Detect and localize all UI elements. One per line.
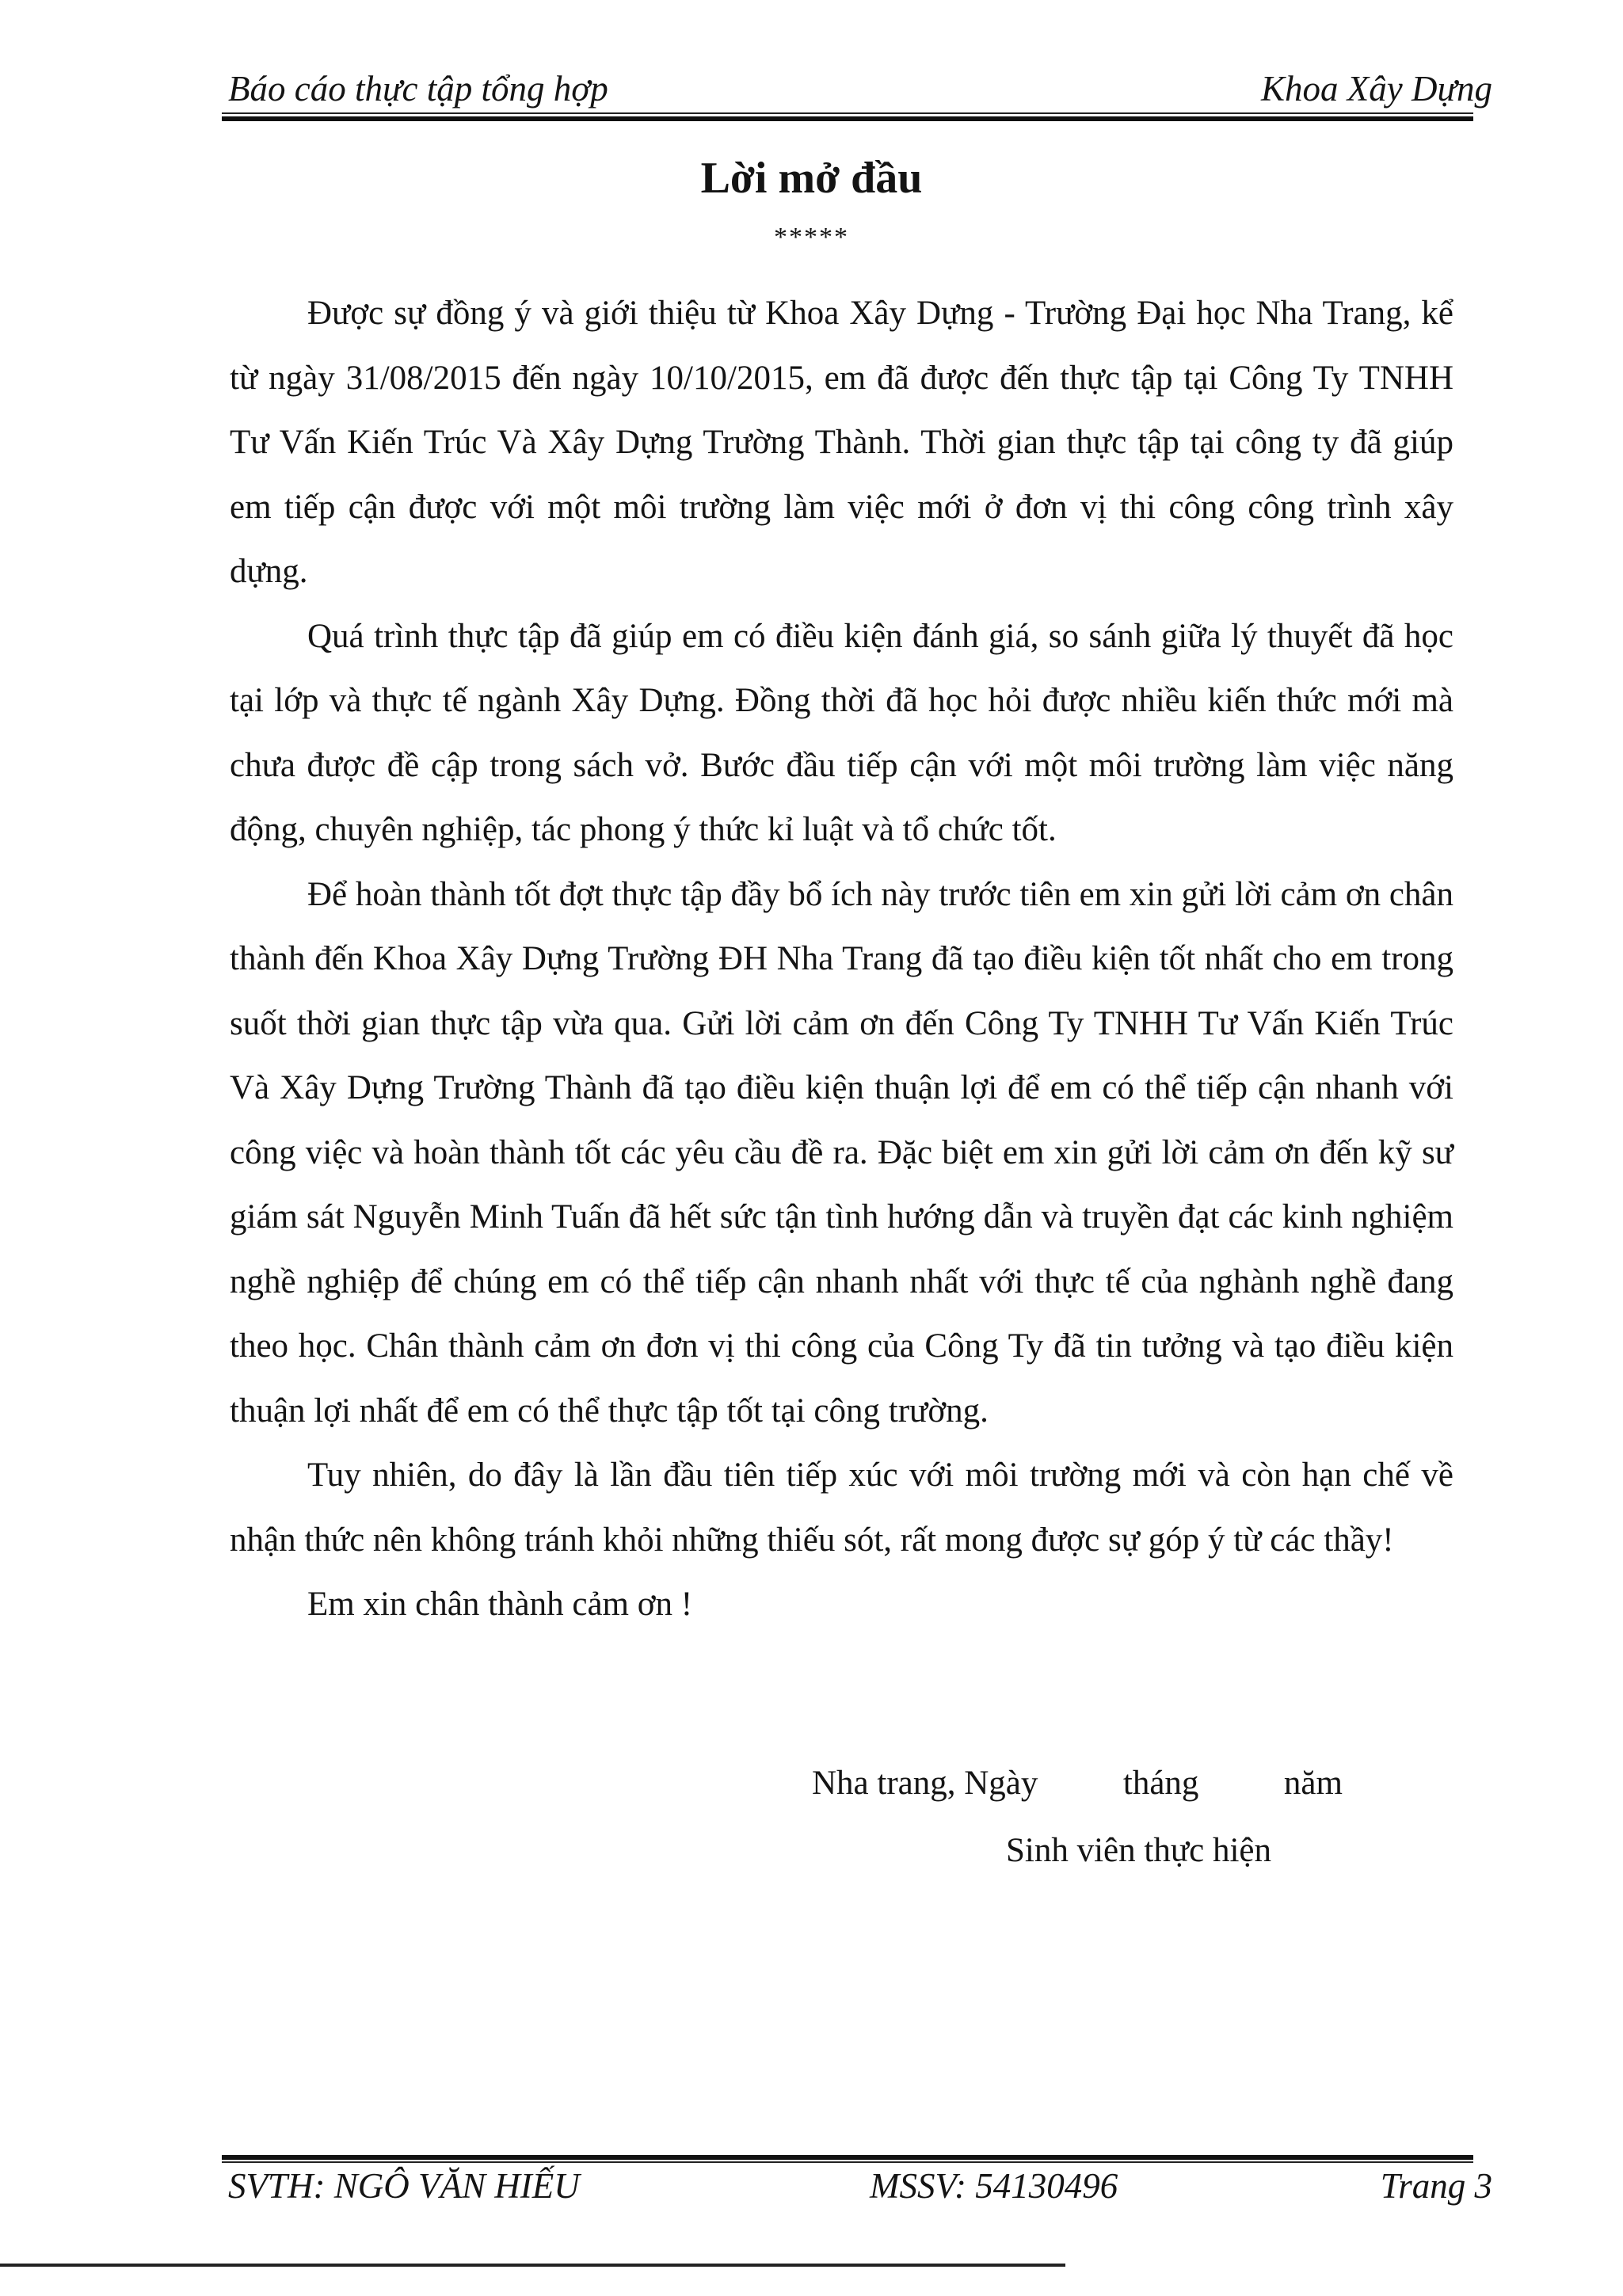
scan-edge-line: [0, 2264, 1065, 2267]
title-ornament: *****: [774, 223, 849, 252]
paragraph-limitations: Tuy nhiên, do đây là lần đầu tiên tiếp xúc với môi trường mới và còn hạn chế về nhận thức nên không tránh khỏi những thiếu sót, rất mong được sự góp ý từ các thầy!: [230, 1456, 1453, 1559]
header-rule-thick: [222, 116, 1473, 121]
footer-page-number: Trang 3: [1380, 2166, 1492, 2206]
paragraph-closing: Em xin chân thành cảm ơn !: [307, 1586, 693, 1623]
header-rule-thin: [222, 112, 1473, 114]
paragraph-intro: Được sự đồng ý và giới thiệu từ Khoa Xây Dựng - Trường Đại học Nha Trang, kể từ ngày 31/08/2015 đến ngày 10/10/2015, em đã được đến thực tập tại Công Ty TNHH Tư Vấn Kiến Trúc Và Xây Dựng Trường Thành. Thời gian thực tập tại công ty đã giúp em tiếp cận được với một môi trường làm việc mới ở đơn vị thi công công trình xây dựng.: [230, 295, 1453, 590]
footer-rule-thick: [222, 2155, 1473, 2160]
signature-date-line: Nha trang, Ngày tháng năm: [812, 1765, 1343, 1802]
page-footer: [228, 2162, 1492, 2210]
footer-student-name: SVTH: NGÔ VĂN HIẾU: [228, 2166, 580, 2206]
body-text: [230, 281, 1453, 1637]
header-department: Khoa Xây Dựng: [1260, 69, 1492, 109]
signature-signer: Sinh viên thực hiện: [1006, 1832, 1272, 1869]
header-report-title: Báo cáo thực tập tổng hợp: [228, 69, 608, 109]
page-title: Lời mở đầu: [700, 154, 923, 203]
paragraph-thanks: Để hoàn thành tốt đợt thực tập đầy bổ ích này trước tiên em xin gửi lời cảm ơn chân thành đến Khoa Xây Dựng Trường ĐH Nha Trang đã tạo điều kiện tốt nhất cho em trong suốt thời gian thực tập vừa qua. Gửi lời cảm ơn đến Công Ty TNHH Tư Vấn Kiến Trúc Và Xây Dựng Trường Thành đã tạo điều kiện thuận lợi để em có thể tiếp cận nhanh với công việc và hoàn thành tốt các yêu cầu đề ra. Đặc biệt em xin gửi lời cảm ơn đến kỹ sư giám sát Nguyễn Minh Tuấn đã hết sức tận tình hướng dẫn và truyền đạt các kinh nghiệm nghề nghiệp để chúng em có thể tiếp cận nhanh nhất với thực tế của nghành nghề đang theo học. Chân thành cảm ơn đơn vị thi công của Công Ty đã tin tưởng và tạo điều kiện thuận lợi nhất để em có thể thực tập tốt tại công trường.: [230, 875, 1453, 1430]
footer-student-id: MSSV: 54130496: [870, 2166, 1118, 2206]
paragraph-experience: Quá trình thực tập đã giúp em có điều kiện đánh giá, so sánh giữa lý thuyết đã học tại lớp và thực tế ngành Xây Dựng. Đồng thời đã học hỏi được nhiều kiến thức mới mà chưa được đề cập trong sách vở. Bước đầu tiếp cận với một môi trường làm việc năng động, chuyên nghiệp, tác phong ý thức kỉ luật và tổ chức tốt.: [230, 617, 1453, 848]
page-header: [228, 65, 1492, 112]
